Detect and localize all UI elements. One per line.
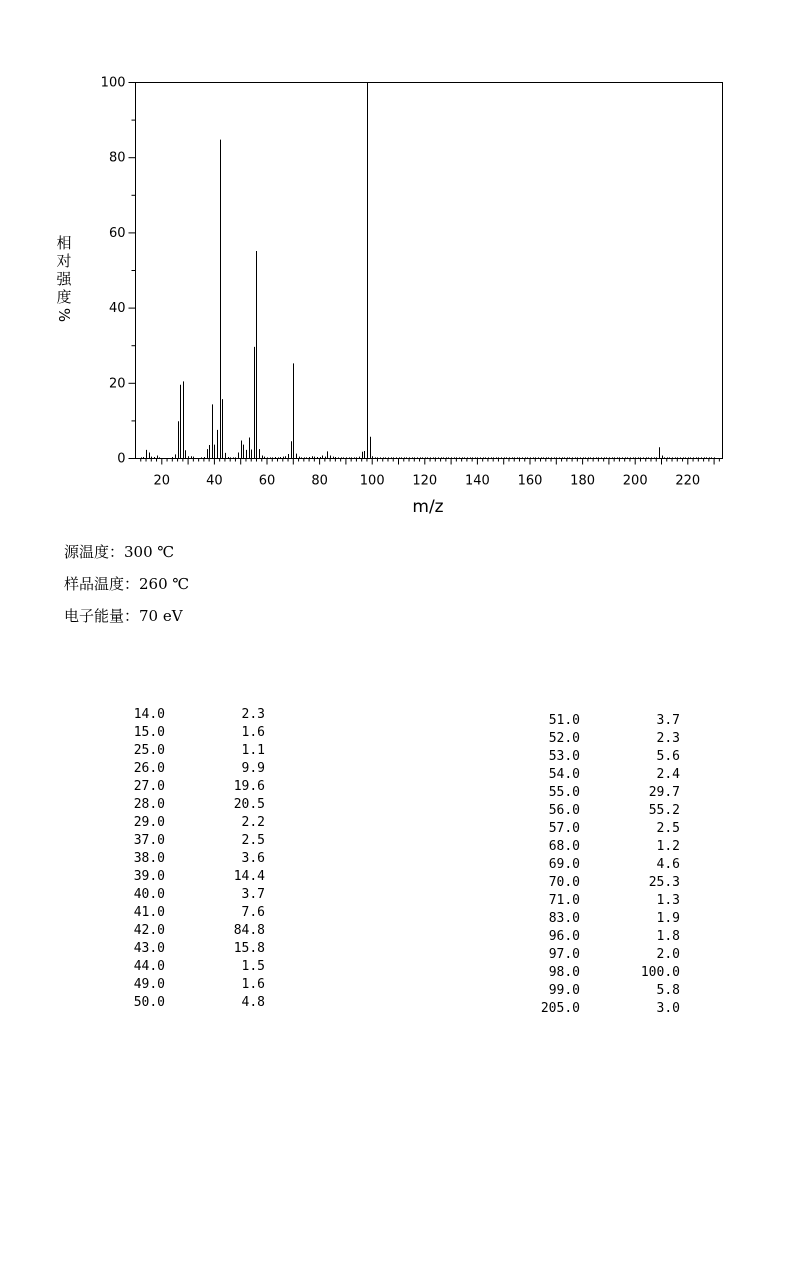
peak-mz: 54.0 <box>548 767 580 782</box>
y-tick-label: 20 <box>108 376 126 392</box>
peak-abundance: 1.6 <box>241 977 265 992</box>
peak-mz: 26.0 <box>133 761 165 776</box>
peak-row <box>110 904 265 922</box>
peak-abundance: 4.6 <box>656 857 680 872</box>
peak-row <box>110 706 265 724</box>
peak-row <box>525 910 680 928</box>
peak-row <box>110 760 265 778</box>
peak-abundance: 25.3 <box>648 875 680 890</box>
peak-mz: 40.0 <box>133 887 165 902</box>
peak-abundance: 2.4 <box>656 767 680 782</box>
peak-row <box>525 964 680 982</box>
peak-mz: 99.0 <box>548 983 580 998</box>
y-axis-label-char: 强 <box>56 270 72 288</box>
peak-table-right <box>525 712 680 1018</box>
peak-row <box>525 766 680 784</box>
peak-abundance: 4.8 <box>241 995 265 1010</box>
peak-mz: 28.0 <box>133 797 165 812</box>
peak-row <box>525 730 680 748</box>
peak-row <box>525 892 680 910</box>
x-tick-label: 20 <box>153 473 171 489</box>
peak-abundance: 1.2 <box>656 839 680 854</box>
peak-mz: 52.0 <box>548 731 580 746</box>
peak-mz: 29.0 <box>133 815 165 830</box>
peak-abundance: 2.3 <box>241 707 265 722</box>
peak-abundance: 1.8 <box>656 929 680 944</box>
sample-temperature: 样品温度：260 ℃ <box>64 575 190 593</box>
peak-abundance: 14.4 <box>233 869 265 884</box>
peak-mz: 27.0 <box>133 779 165 794</box>
y-tick-label: 0 <box>117 451 126 467</box>
peak-mz: 68.0 <box>548 839 580 854</box>
peak-mz: 41.0 <box>133 905 165 920</box>
peak-mz: 42.0 <box>133 923 165 938</box>
peak-row <box>110 724 265 742</box>
peak-row <box>110 958 265 976</box>
x-tick-label: 80 <box>311 473 328 489</box>
x-tick-label: 120 <box>412 473 438 489</box>
peak-mz: 205.0 <box>540 1001 580 1016</box>
source-temperature: 源温度：300 ℃ <box>64 543 175 561</box>
peak-mz: 69.0 <box>548 857 580 872</box>
peak-row <box>525 784 680 802</box>
peak-row <box>110 976 265 994</box>
peak-row <box>525 928 680 946</box>
peak-row <box>525 982 680 1000</box>
peak-mz: 70.0 <box>548 875 580 890</box>
peak-row <box>110 796 265 814</box>
y-tick-label: 100 <box>100 75 126 91</box>
peak-row <box>110 922 265 940</box>
peak-abundance: 20.5 <box>233 797 265 812</box>
peak-abundance: 1.9 <box>656 911 680 926</box>
peak-abundance: 2.5 <box>241 833 265 848</box>
x-tick-label: 220 <box>675 473 701 489</box>
peak-abundance: 1.5 <box>241 959 265 974</box>
x-tick-label: 180 <box>570 473 596 489</box>
peak-abundance: 1.1 <box>241 743 265 758</box>
peak-row <box>110 940 265 958</box>
x-tick-label: 40 <box>206 473 223 489</box>
peak-row <box>525 838 680 856</box>
peak-row <box>110 994 265 1012</box>
electron-energy: 电子能量：70 eV <box>64 607 183 625</box>
peak-table-left <box>110 706 265 1012</box>
peak-abundance: 3.7 <box>241 887 265 902</box>
peak-mz: 49.0 <box>133 977 165 992</box>
peak-row <box>525 712 680 730</box>
peak-abundance: 5.6 <box>656 749 680 764</box>
peak-abundance: 2.5 <box>656 821 680 836</box>
peak-abundance: 15.8 <box>233 941 265 956</box>
peak-row <box>110 814 265 832</box>
mass-spectrum-chart <box>0 0 794 520</box>
peak-abundance: 3.0 <box>656 1001 680 1016</box>
peak-abundance: 9.9 <box>241 761 265 776</box>
y-axis-label-char: % <box>55 307 73 323</box>
peak-mz: 44.0 <box>133 959 165 974</box>
peak-abundance: 19.6 <box>233 779 265 794</box>
peak-abundance: 84.8 <box>233 923 265 938</box>
y-tick-label: 40 <box>108 301 126 317</box>
peak-row <box>525 856 680 874</box>
peak-mz: 83.0 <box>548 911 580 926</box>
peak-mz: 14.0 <box>133 707 165 722</box>
x-tick-label: 60 <box>258 473 276 489</box>
peak-abundance: 1.3 <box>656 893 680 908</box>
peak-mz: 97.0 <box>548 947 580 962</box>
peak-row <box>110 868 265 886</box>
y-axis-label-char: 相 <box>56 234 72 252</box>
peak-abundance: 5.8 <box>656 983 680 998</box>
x-tick-label: 200 <box>622 473 648 489</box>
peak-mz: 39.0 <box>133 869 165 884</box>
peak-abundance: 3.7 <box>656 713 680 728</box>
x-tick-label: 100 <box>359 473 385 489</box>
peak-row <box>525 820 680 838</box>
y-tick-label: 80 <box>108 150 126 166</box>
x-axis <box>141 459 720 489</box>
peak-mz: 38.0 <box>133 851 165 866</box>
peak-row <box>525 946 680 964</box>
peak-abundance: 2.2 <box>241 815 265 830</box>
peak-mz: 56.0 <box>548 803 580 818</box>
peak-abundance: 2.3 <box>656 731 680 746</box>
peak-mz: 15.0 <box>133 725 165 740</box>
peak-row <box>525 874 680 892</box>
peak-mz: 50.0 <box>133 995 165 1010</box>
peak-row <box>525 1000 680 1018</box>
y-axis-label-char: 对 <box>56 252 72 270</box>
peak-row <box>110 778 265 796</box>
peak-mz: 98.0 <box>548 965 580 980</box>
peak-abundance: 55.2 <box>648 803 680 818</box>
y-axis <box>101 76 136 467</box>
peak-mz: 57.0 <box>548 821 580 836</box>
peak-mz: 37.0 <box>133 833 165 848</box>
peak-mz: 43.0 <box>133 941 165 956</box>
peak-abundance: 29.7 <box>648 785 680 800</box>
peak-mz: 71.0 <box>548 893 580 908</box>
peak-abundance: 1.6 <box>241 725 265 740</box>
peak-row <box>110 850 265 868</box>
peak-row <box>110 886 265 904</box>
peak-abundance: 7.6 <box>241 905 265 920</box>
x-tick-label: 160 <box>517 473 543 489</box>
peak-row <box>525 748 680 766</box>
peak-mz: 51.0 <box>548 713 580 728</box>
peak-abundance: 3.6 <box>241 851 265 866</box>
x-axis-label: m/z <box>412 497 444 517</box>
y-axis-label-char: 度 <box>56 288 72 306</box>
peak-row <box>110 832 265 850</box>
peak-bars <box>142 83 715 459</box>
peak-abundance: 2.0 <box>656 947 680 962</box>
peak-abundance: 100.0 <box>640 965 680 980</box>
peak-mz: 96.0 <box>548 929 580 944</box>
y-tick-label: 60 <box>108 225 126 241</box>
peak-mz: 25.0 <box>133 743 165 758</box>
y-axis-label <box>55 234 73 322</box>
peak-row <box>110 742 265 760</box>
plot-frame <box>136 83 723 459</box>
peak-mz: 55.0 <box>548 785 580 800</box>
peak-row <box>525 802 680 820</box>
peak-mz: 53.0 <box>548 749 580 764</box>
x-tick-label: 140 <box>464 473 490 489</box>
